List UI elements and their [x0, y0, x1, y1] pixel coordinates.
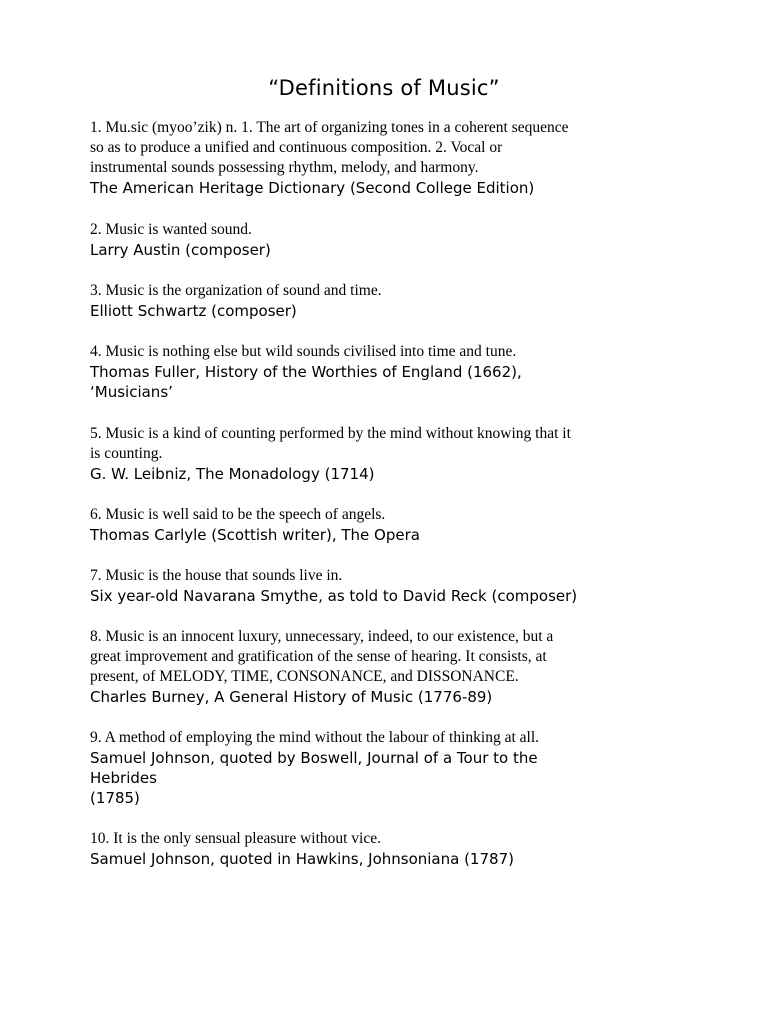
definition-text: 8. Music is an innocent luxury, unnecessary, indeed, to our existence, but a great improvement and gratification of the sense of hearing. It consists, at present, of MELODY, TIME, CONSONANCE, and DISSONANCE. [90, 628, 554, 685]
definition-text: 10. It is the only sensual pleasure without vice. [90, 830, 381, 847]
definition-text: 9. A method of employing the mind without the labour of thinking at all. [90, 729, 540, 746]
definition-source: Thomas Carlyle (Scottish writer), The Opera [90, 526, 420, 544]
definition-text: 2. Music is wanted sound. [90, 221, 252, 238]
definition-text: 6. Music is well said to be the speech of angels. [90, 506, 386, 523]
definition-entry-3 [90, 281, 690, 321]
definition-text: 7. Music is the house that sounds live in. [90, 567, 343, 584]
definition-source: Six year-old Navarana Smythe, as told to David Reck (composer) [90, 587, 578, 605]
definition-entry-4 [90, 342, 690, 402]
definition-entry-10 [90, 829, 690, 869]
definition-entry-8 [90, 627, 690, 707]
definition-entry-2 [90, 220, 690, 260]
definition-entry-1 [90, 118, 690, 198]
definition-text: 3. Music is the organization of sound and time. [90, 282, 382, 299]
document-title: “Definitions of Music” [268, 76, 500, 100]
definition-source: Thomas Fuller, History of the Worthies of England (1662), ‘Musicians’ [90, 363, 522, 401]
definition-source: Larry Austin (composer) [90, 241, 271, 259]
definition-source: Samuel Johnson, quoted in Hawkins, Johnsoniana (1787) [90, 850, 514, 868]
definition-source: G. W. Leibniz, The Monadology (1714) [90, 465, 375, 483]
definition-entry-7 [90, 566, 690, 606]
definition-source: Samuel Johnson, quoted by Boswell, Journal of a Tour to the Hebrides (1785) [90, 749, 538, 807]
definition-entry-6 [90, 505, 690, 545]
definition-text: 4. Music is nothing else but wild sounds civilised into time and tune. [90, 343, 517, 360]
definition-entry-5 [90, 424, 690, 484]
definition-source: Elliott Schwartz (composer) [90, 302, 297, 320]
definition-text: 5. Music is a kind of counting performed by the mind without knowing that it is counting. [90, 425, 571, 462]
definition-source: The American Heritage Dictionary (Second College Edition) [90, 179, 535, 197]
definition-text: 1. Mu.sic (myoo’zik) n. 1. The art of organizing tones in a coherent sequence so as to produce a unified and continuous composition. 2. Vocal or instrumental sounds possessing rhythm, melody, and harmony. [90, 119, 569, 176]
definition-entry-9 [90, 728, 690, 808]
definition-source: Charles Burney, A General History of Music (1776-89) [90, 688, 493, 706]
